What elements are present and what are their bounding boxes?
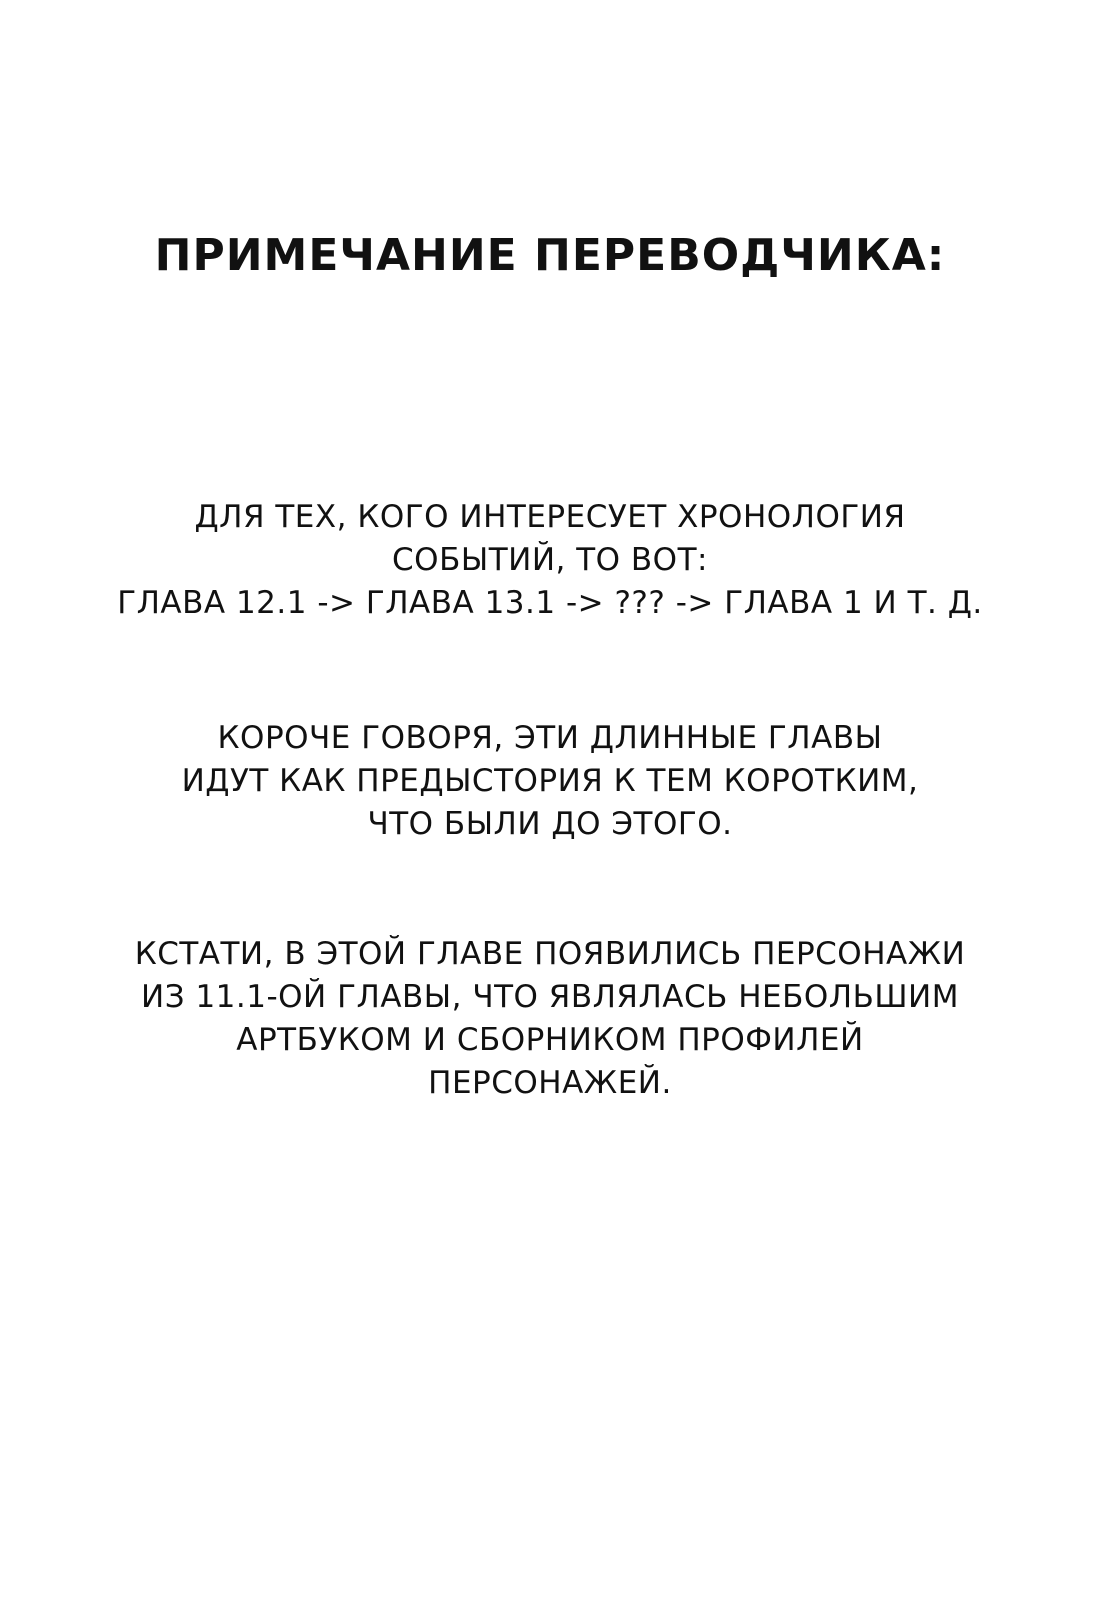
- paragraph-line: КОРОЧЕ ГОВОРЯ, ЭТИ ДЛИННЫЕ ГЛАВЫ: [217, 720, 883, 756]
- paragraph-line: АРТБУКОМ И СБОРНИКОМ ПРОФИЛЕЙ: [236, 1022, 864, 1058]
- paragraph-line: ГЛАВА 12.1 -> ГЛАВА 13.1 -> ??? -> ГЛАВА 1 И Т. Д.: [117, 585, 983, 621]
- chronology-paragraph: [0, 496, 1100, 625]
- paragraph-line: КСТАТИ, В ЭТОЙ ГЛАВЕ ПОЯВИЛИСЬ ПЕРСОНАЖИ: [134, 936, 966, 972]
- paragraph-line: ЧТО БЫЛИ ДО ЭТОГО.: [367, 806, 733, 842]
- page-title: ПРИМЕЧАНИЕ ПЕРЕВОДЧИКА:: [154, 230, 946, 281]
- paragraph-line: ПЕРСОНАЖЕЙ.: [428, 1065, 672, 1101]
- paragraph-line: СОБЫТИЙ, ТО ВОТ:: [392, 542, 708, 578]
- characters-paragraph: [0, 933, 1100, 1105]
- paragraph-line: ИДУТ КАК ПРЕДЫСТОРИЯ К ТЕМ КОРОТКИМ,: [181, 763, 919, 799]
- summary-paragraph: [0, 717, 1100, 846]
- paragraph-line: ИЗ 11.1-ОЙ ГЛАВЫ, ЧТО ЯВЛЯЛАСЬ НЕБОЛЬШИМ: [141, 979, 959, 1015]
- paragraph-line: ДЛЯ ТЕХ, КОГО ИНТЕРЕСУЕТ ХРОНОЛОГИЯ: [194, 499, 906, 535]
